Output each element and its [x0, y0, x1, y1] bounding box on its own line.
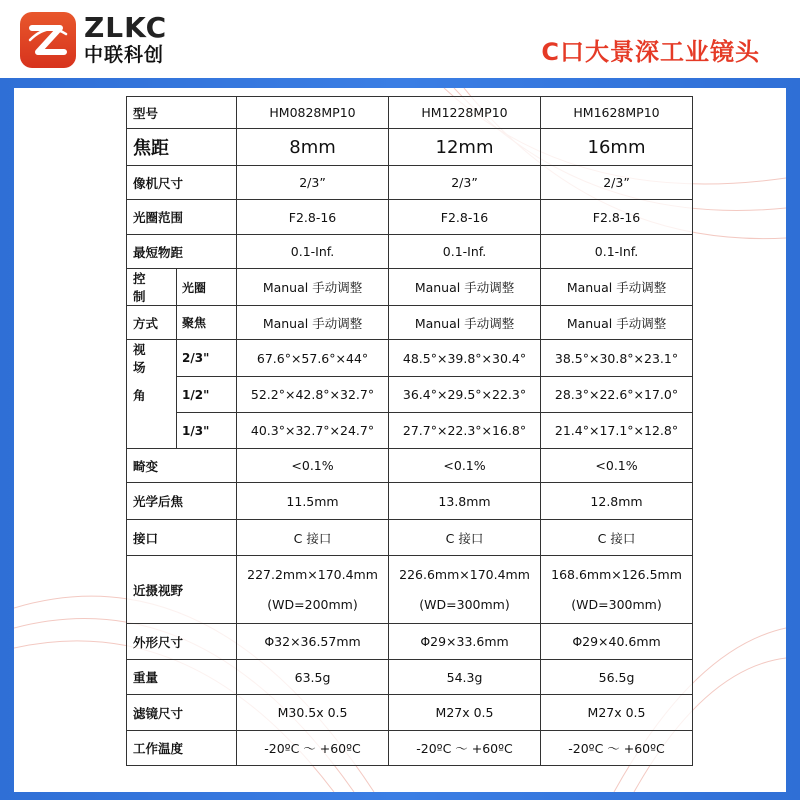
- focus-label: 聚焦: [177, 306, 237, 340]
- blue-frame: [0, 78, 800, 800]
- temp-cell: -20ºC ～ +60ºC: [541, 731, 693, 766]
- close-fov-cell: [237, 556, 389, 624]
- table-row: [127, 235, 693, 269]
- table-row: [127, 660, 693, 695]
- table-row: [127, 483, 693, 520]
- fov-size-label: 1/2": [177, 377, 237, 413]
- fov-cell: 48.5°×39.8°×30.4°: [389, 340, 541, 377]
- model-cell: HM1228MP10: [389, 97, 541, 129]
- fov-cell: 67.6°×57.6°×44°: [237, 340, 389, 377]
- filter-cell: M27x 0.5: [389, 695, 541, 731]
- temp-label: 工作温度: [127, 731, 237, 766]
- close-fov-size: 226.6mm×170.4mm: [399, 566, 530, 582]
- close-fov-size: 227.2mm×170.4mm: [247, 566, 378, 582]
- distortion-cell: <0.1%: [541, 449, 693, 483]
- weight-label: 重量: [127, 660, 237, 695]
- sensor-cell: 2/3”: [389, 166, 541, 200]
- weight-cell: 63.5g: [237, 660, 389, 695]
- close-fov-wd: (WD=300mm): [419, 596, 510, 612]
- mount-cell: C 接口: [541, 520, 693, 556]
- mount-label: 接口: [127, 520, 237, 556]
- aperture-cell: F2.8-16: [541, 200, 693, 235]
- temp-cell: -20ºC ～ +60ºC: [389, 731, 541, 766]
- dims-cell: Φ29×33.6mm: [389, 624, 541, 660]
- dims-cell: Φ29×40.6mm: [541, 624, 693, 660]
- close-fov-wd: (WD=300mm): [571, 596, 662, 612]
- focal-cell: 8mm: [237, 129, 389, 166]
- table-row: [127, 97, 693, 129]
- fov-cell: 40.3°×32.7°×24.7°: [237, 413, 389, 449]
- bfl-cell: 13.8mm: [389, 483, 541, 520]
- weight-cell: 54.3g: [389, 660, 541, 695]
- iris-cell: Manual 手动调整: [237, 269, 389, 306]
- close-fov-label: 近摄视野: [127, 556, 237, 624]
- brand-name-cn: 中联科创: [84, 44, 165, 66]
- filter-label: 滤镜尺寸: [127, 695, 237, 731]
- aperture-cell: F2.8-16: [237, 200, 389, 235]
- mod-label: 最短物距: [127, 235, 237, 269]
- spec-table: [126, 96, 693, 766]
- fov-cell: 36.4°×29.5°×22.3°: [389, 377, 541, 413]
- sensor-cell: 2/3”: [541, 166, 693, 200]
- close-fov-cell: [389, 556, 541, 624]
- table-row: [127, 731, 693, 766]
- close-fov-cell: [541, 556, 693, 624]
- zlkc-logo-icon: [20, 12, 76, 68]
- weight-cell: 56.5g: [541, 660, 693, 695]
- fov-cell: 52.2°×42.8°×32.7°: [237, 377, 389, 413]
- close-fov-size: 168.6mm×126.5mm: [551, 566, 682, 582]
- fov-label-top: 视 场: [127, 340, 177, 377]
- table-row: [127, 377, 693, 413]
- distortion-cell: <0.1%: [237, 449, 389, 483]
- mount-cell: C 接口: [237, 520, 389, 556]
- header-model-label: 型号: [127, 97, 237, 129]
- focus-cell: Manual 手动调整: [389, 306, 541, 340]
- mod-cell: 0.1-Inf.: [237, 235, 389, 269]
- distortion-cell: <0.1%: [389, 449, 541, 483]
- sensor-cell: 2/3”: [237, 166, 389, 200]
- fov-label-bottom: 角: [127, 377, 177, 413]
- focus-cell: Manual 手动调整: [237, 306, 389, 340]
- table-row: [127, 695, 693, 731]
- page-title: C口大景深工业镜头: [541, 38, 760, 66]
- control-label-bottom: 方式: [127, 306, 177, 340]
- bfl-cell: 11.5mm: [237, 483, 389, 520]
- mount-cell: C 接口: [389, 520, 541, 556]
- table-row: [127, 624, 693, 660]
- header: [0, 0, 800, 78]
- filter-cell: M30.5x 0.5: [237, 695, 389, 731]
- table-row: [127, 200, 693, 235]
- fov-size-label: 1/3": [177, 413, 237, 449]
- model-cell: HM1628MP10: [541, 97, 693, 129]
- fov-cell: 21.4°×17.1°×12.8°: [541, 413, 693, 449]
- mod-cell: 0.1-Inf.: [389, 235, 541, 269]
- filter-cell: M27x 0.5: [541, 695, 693, 731]
- table-row: [127, 340, 693, 377]
- dims-label: 外形尺寸: [127, 624, 237, 660]
- mod-cell: 0.1-Inf.: [541, 235, 693, 269]
- focal-cell: 12mm: [389, 129, 541, 166]
- table-row: [127, 166, 693, 200]
- table-row: [127, 413, 693, 449]
- table-row: [127, 129, 693, 166]
- table-row: [127, 556, 693, 624]
- focus-cell: Manual 手动调整: [541, 306, 693, 340]
- iris-cell: Manual 手动调整: [389, 269, 541, 306]
- focal-cell: 16mm: [541, 129, 693, 166]
- bfl-cell: 12.8mm: [541, 483, 693, 520]
- fov-cell: 28.3°×22.6°×17.0°: [541, 377, 693, 413]
- table-row: [127, 269, 693, 306]
- close-fov-wd: (WD=200mm): [267, 596, 358, 612]
- fov-size-label: 2/3": [177, 340, 237, 377]
- brand-name-en: ZLKC: [84, 11, 168, 44]
- focal-label: 焦距: [127, 129, 237, 166]
- aperture-label: 光圈范围: [127, 200, 237, 235]
- iris-cell: Manual 手动调整: [541, 269, 693, 306]
- table-row: [127, 449, 693, 483]
- fov-cell: 27.7°×22.3°×16.8°: [389, 413, 541, 449]
- sensor-label: 像机尺寸: [127, 166, 237, 200]
- fov-label-spacer: [127, 413, 177, 449]
- iris-label: 光圈: [177, 269, 237, 306]
- control-label-top: 控 制: [127, 269, 177, 306]
- content-panel: [14, 88, 786, 792]
- fov-cell: 38.5°×30.8°×23.1°: [541, 340, 693, 377]
- model-cell: HM0828MP10: [237, 97, 389, 129]
- temp-cell: -20ºC ～ +60ºC: [237, 731, 389, 766]
- aperture-cell: F2.8-16: [389, 200, 541, 235]
- dims-cell: Φ32×36.57mm: [237, 624, 389, 660]
- table-row: [127, 520, 693, 556]
- bfl-label: 光学后焦: [127, 483, 237, 520]
- distortion-label: 畸变: [127, 449, 237, 483]
- table-row: [127, 306, 693, 340]
